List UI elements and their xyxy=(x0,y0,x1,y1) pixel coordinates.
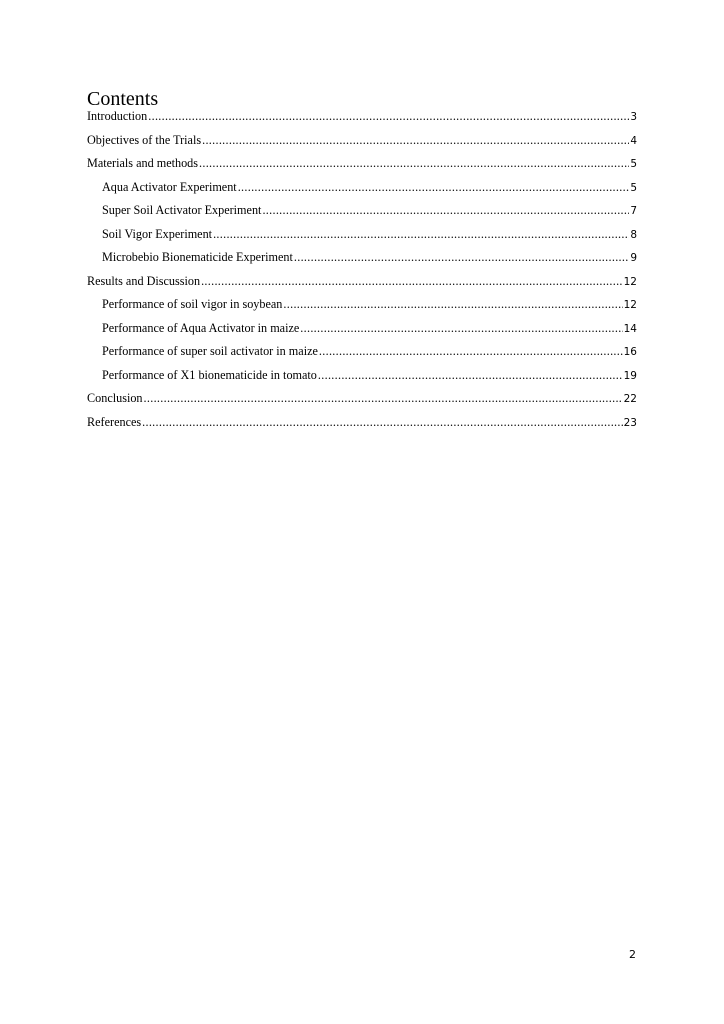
toc-entry-page: 16 xyxy=(623,346,637,358)
toc-entry-x1-tomato[interactable] xyxy=(87,368,637,392)
toc-leader xyxy=(294,250,629,265)
toc-entry-page: 19 xyxy=(623,369,637,382)
toc-entry-page: 3 xyxy=(630,111,637,123)
toc-entry-title: Super Soil Activator Experiment xyxy=(102,203,262,217)
toc-entry-page: 5 xyxy=(630,181,637,194)
toc-entry-microbebio[interactable] xyxy=(87,250,637,274)
toc-entry-materials-methods[interactable] xyxy=(87,156,637,180)
toc-leader xyxy=(238,180,630,195)
toc-entry-title: Performance of X1 bionematicide in tomato xyxy=(102,367,317,382)
toc-entry-objectives[interactable] xyxy=(87,133,637,157)
toc-entry-page: 22 xyxy=(623,393,637,405)
toc-leader xyxy=(144,391,623,406)
toc-heading: Contents xyxy=(87,88,159,110)
toc-entry-conclusion[interactable] xyxy=(87,391,637,415)
toc-entry-page: 8 xyxy=(630,228,637,241)
table-of-contents xyxy=(87,109,637,438)
toc-entry-title: References xyxy=(87,414,142,429)
toc-entry-soil-vigor[interactable] xyxy=(87,227,637,251)
toc-entry-title: Materials and methods xyxy=(87,156,199,170)
toc-entry-page: 7 xyxy=(630,205,637,217)
toc-entry-title: Performance of Aqua Activator in maize xyxy=(102,320,300,335)
toc-entry-results-discussion[interactable] xyxy=(87,274,637,298)
page-number: 2 xyxy=(629,948,636,961)
toc-entry-aqua-activator-maize[interactable] xyxy=(87,321,637,345)
toc-leader xyxy=(148,109,629,124)
toc-entry-title: Introduction xyxy=(87,109,148,123)
toc-leader xyxy=(202,133,629,148)
toc-entry-page: 23 xyxy=(623,416,637,429)
toc-entry-super-soil-maize[interactable] xyxy=(87,344,637,368)
toc-entry-page: 14 xyxy=(623,322,637,335)
toc-leader xyxy=(262,203,629,218)
toc-entry-soil-vigor-soybean[interactable] xyxy=(87,297,637,321)
toc-entry-page: 5 xyxy=(630,158,637,170)
toc-entry-references[interactable] xyxy=(87,415,637,439)
toc-entry-page: 4 xyxy=(630,134,637,147)
toc-leader xyxy=(201,274,623,289)
toc-leader xyxy=(213,227,629,242)
toc-leader xyxy=(319,344,623,359)
toc-entry-title: Performance of soil vigor in soybean xyxy=(102,297,283,311)
toc-leader xyxy=(318,368,623,383)
toc-entry-page: 12 xyxy=(623,299,637,311)
toc-entry-title: Results and Discussion xyxy=(87,273,201,288)
toc-entry-title: Aqua Activator Experiment xyxy=(102,179,237,194)
toc-entry-title: Performance of super soil activator in maize xyxy=(102,344,318,358)
toc-entry-page: 12 xyxy=(623,275,637,288)
toc-entry-title: Microbebio Bionematicide Experiment xyxy=(102,250,293,264)
toc-leader xyxy=(142,415,622,430)
toc-entry-introduction[interactable] xyxy=(87,109,637,133)
toc-entry-super-soil-activator[interactable] xyxy=(87,203,637,227)
toc-leader xyxy=(199,156,629,171)
toc-entry-title: Soil Vigor Experiment xyxy=(102,226,213,241)
toc-entry-title: Conclusion xyxy=(87,391,143,405)
toc-leader xyxy=(283,297,622,312)
toc-entry-page: 9 xyxy=(630,252,637,264)
toc-leader xyxy=(300,321,622,336)
toc-entry-aqua-activator[interactable] xyxy=(87,180,637,204)
toc-entry-title: Objectives of the Trials xyxy=(87,132,202,147)
